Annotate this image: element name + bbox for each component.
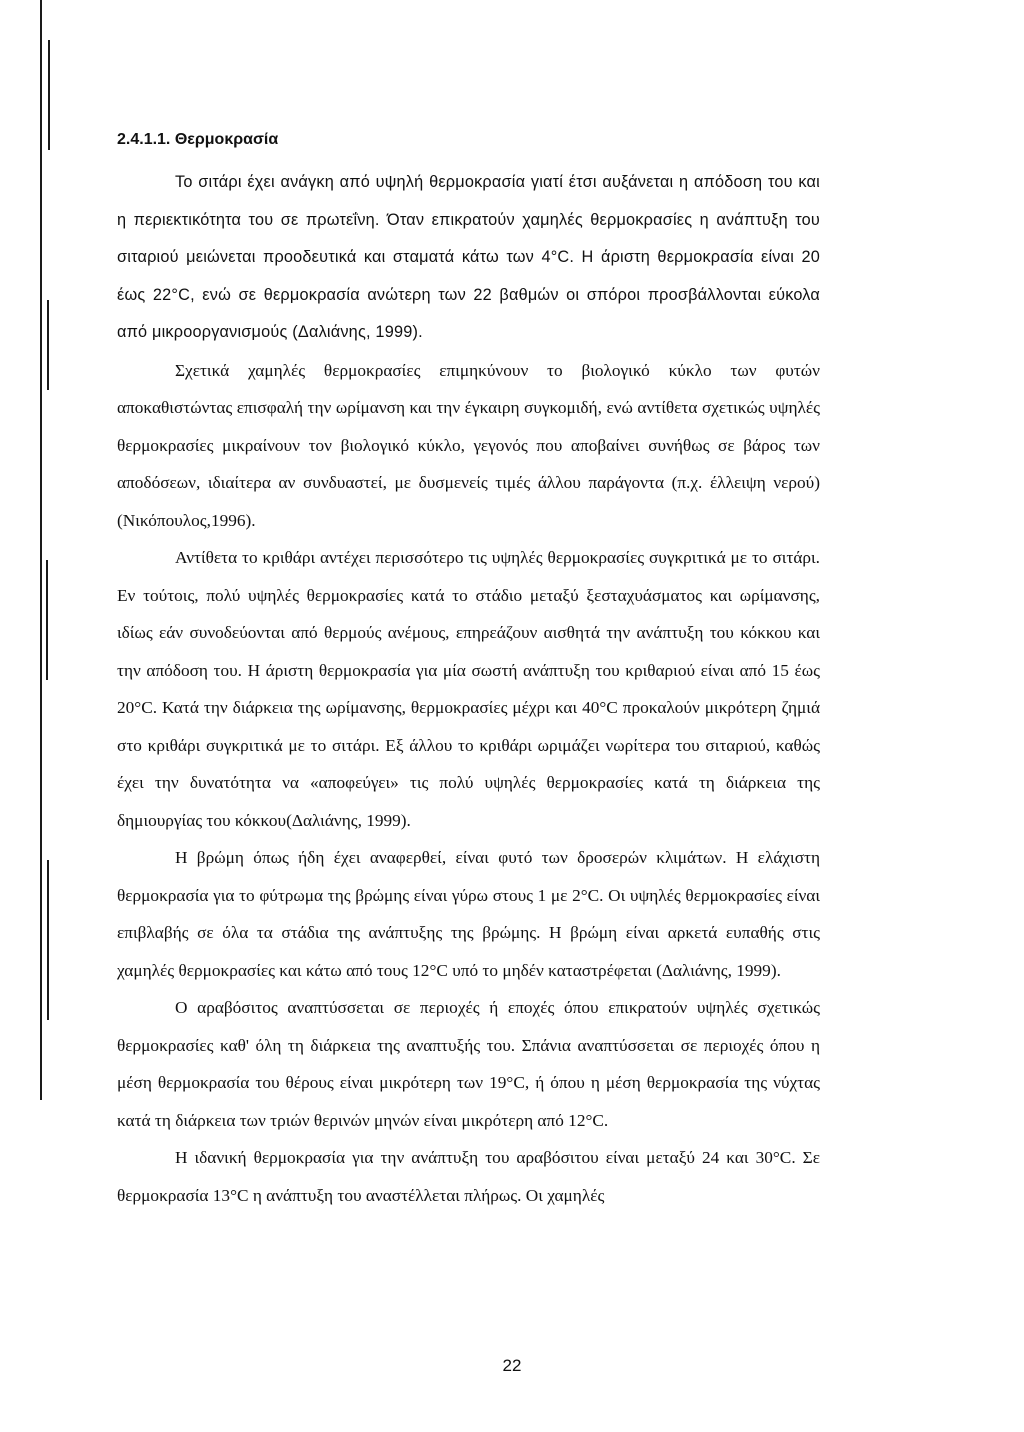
paragraph: Η ιδανική θερμοκρασία για την ανάπτυξη του αραβόσιτου είναι μεταξύ 24 και 30°C. Σε θερμοκρασία 13°C η ανάπτυξη του αναστέλλεται πλήρως. Οι χαμηλές	[117, 1148, 820, 1205]
paragraph: Η βρώμη όπως ήδη έχει αναφερθεί, είναι φυτό των δροσερών κλιμάτων. Η ελάχιστη θερμοκρασία για το φύτρωμα της βρώμης είναι γύρω στους 1 με 2°C. Οι υψηλές θερμοκρασίες είναι επιβλαβής σε όλα τα στάδια της ανάπτυξης της βρώμης. Η βρώμη είναι αρκετά ευπαθής στις χαμηλές θερμοκρασίες και κάτω από τους 12°C υπό το μηδέν καταστρέφεται (Δαλιάνης, 1999).	[117, 848, 820, 980]
scan-edge-line	[47, 300, 49, 390]
scan-edge-line	[47, 860, 49, 1020]
section-heading: 2.4.1.1. Θερμοκρασία	[117, 131, 279, 148]
paragraph: Το σιτάρι έχει ανάγκη από υψηλή θερμοκρασία γιατί έτσι αυξάνεται η απόδοση του και η περιεκτικότητα του σε πρωτεΐνη. Όταν επικρατούν χαμηλές θερμοκρασίες η ανάπτυξη του σιταριού μειώνεται προοδευτικά και σταματά κάτω των 4°C. Η άριστη θερμοκρασία είναι 20 έως 22°C, ενώ σε θερμοκρασία ανώτερη των 22 βαθμών οι σπόροι προσβάλλονται εύκολα από μικροοργανισμούς (Δαλιάνης, 1999).	[117, 173, 820, 341]
scan-edge-line	[48, 40, 50, 150]
page-number: 22	[502, 1356, 522, 1375]
scan-edge-line	[40, 0, 42, 1100]
document-page	[117, 128, 820, 1214]
paragraph: Αντίθετα το κριθάρι αντέχει περισσότερο τις υψηλές θερμοκρασίες συγκριτικά με το σιτάρι. Εν τούτοις, πολύ υψηλές θερμοκρασίες κατά το στάδιο μεταξύ ξεσταχυάσματος και ωρίμανσης, ιδίως εάν συνοδεύονται από θερμούς ανέμους, επηρεάζουν αισθητά την ανάπτυξη του κόκκου και την απόδοση του. Η άριστη θερμοκρασία για μία σωστή ανάπτυξη του κριθαριού είναι από 15 έως 20°C. Κατά την διάρκεια της ωρίμανσης, θερμοκρασίες μέχρι και 40°C προκαλούν μικρότερη ζημιά στο κριθάρι συγκριτικά με το σιτάρι. Εξ άλλου το κριθάρι ωριμάζει νωρίτερα του σιταριού, καθώς έχει την δυνατότητα να «αποφεύγει» τις πολύ υψηλές θερμοκρασίες κατά τη διάρκεια της δημιουργίας του κόκκου(Δαλιάνης, 1999).	[117, 548, 820, 830]
paragraph: Σχετικά χαμηλές θερμοκρασίες επιμηκύνουν το βιολογικό κύκλο των φυτών αποκαθιστώντας επισφαλή την ωρίμανση και την έγκαιρη συγκομιδή, ενώ αντίθετα σχετικώς υψηλές θερμοκρασίες μικραίνουν τον βιολογικό κύκλο, γεγονός που αποβαίνει συνήθως σε βάρος των αποδόσεων, ιδιαίτερα αν συνδυαστεί, με δυσμενείς τιμές άλλου παράγοντα (π.χ. έλλειψη νερού) (Νικόπουλος,1996).	[117, 360, 820, 530]
paragraph: Ο αραβόσιτος αναπτύσσεται σε περιοχές ή εποχές όπου επικρατούν υψηλές σχετικώς θερμοκρασίες καθ' όλη τη διάρκεια της αναπτυξής του. Σπάνια αναπτύσσεται σε περιοχές όπου η μέση θερμοκρασία του θέρους είναι μικρότερη των 19°C, ή όπου η μέση θερμοκρασία της νύχτας κατά τη διάρκεια των τριών θερινών μηνών είναι μικρότερη από 12°C.	[117, 998, 820, 1130]
scan-edge-line	[46, 560, 48, 680]
